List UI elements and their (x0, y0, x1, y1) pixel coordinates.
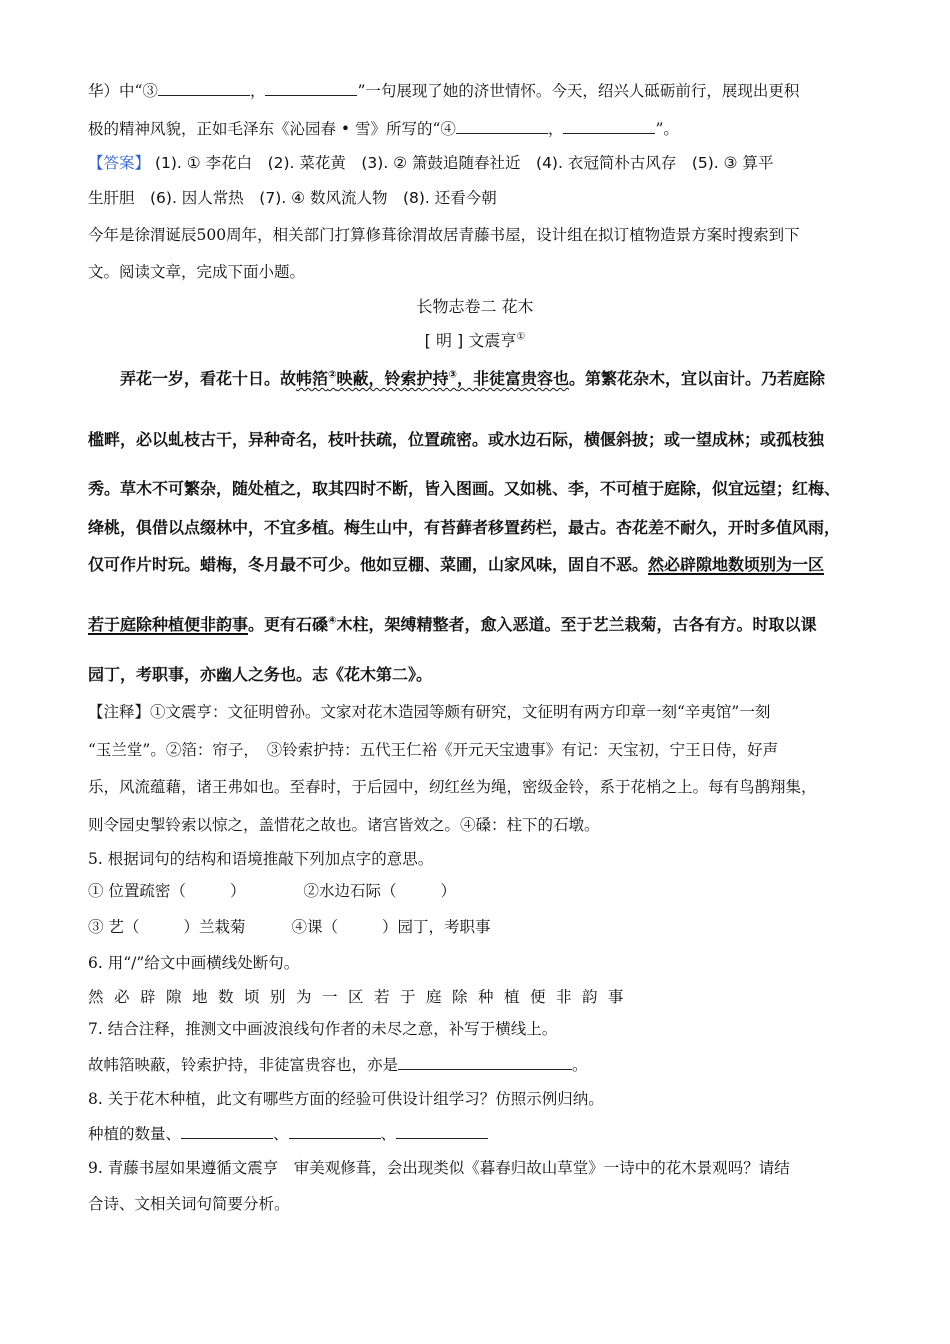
q5-item: ）兰栽菊 (183, 918, 246, 936)
answer-blank[interactable] (398, 1054, 572, 1070)
article-para-line-2: 槛畔，必以虬枝古干，异种奇名，枝叶扶疏，位置疏密。或水边石际，横偃斜披；或一望成林；或孤枝独 (88, 430, 825, 449)
intro-text: ”。 (655, 120, 679, 138)
question-5-row-1 (88, 880, 880, 902)
answer-label: 【答案】 (88, 154, 151, 172)
comma: ， (547, 120, 564, 138)
answer-text: 生肝胆 (6). 因人常热 (7). ④ 数风流人物 (8). 还看今朝 (88, 189, 497, 207)
note-marker: ① (516, 331, 526, 343)
q5-item: ）园丁，考职事 (381, 918, 491, 936)
article-para-line-1 (120, 368, 880, 390)
article-text: 仅可作片时玩。蜡梅，冬月最不可少。他如豆棚、菜圃，山家风味，固自不恶。 (88, 555, 649, 574)
question-8-text (88, 1123, 880, 1145)
answer-blank[interactable] (396, 1123, 488, 1139)
article-text: ，非徒富贵容也 (456, 369, 569, 388)
period: 。 (572, 1056, 588, 1074)
notes-line-4: 则令园史掣铃索以惊之，盖惜花之故也。诸宫皆效之。④磉：柱下的石墩。 (88, 816, 600, 834)
separator: 、 (380, 1125, 397, 1143)
question-7-text (88, 1054, 880, 1076)
fill-blank (158, 80, 250, 96)
question-5-stem: 5. 根据词句的结构和语境推敲下列加点字的意思。 (88, 850, 434, 868)
article-text: 弄花一岁，看花十日。故 (120, 369, 297, 388)
article-text: 。第繁花杂木，宜以亩计。乃若庭除 (569, 369, 826, 388)
fill-blank (563, 118, 655, 134)
note-marker: ② (328, 369, 337, 381)
separator: 、 (273, 1125, 289, 1143)
article-text: 帏箔 (296, 369, 329, 388)
article-para-line-7: 园丁，考职事，亦幽人之务也。志《花木第二》。 (88, 665, 433, 684)
question-6-text: 然必辟隙地数顷别为一区若于庭除种植便非韵事 (88, 988, 635, 1006)
q5-item: ④课（ (291, 918, 338, 936)
intro-text: ”一句展现了她的济世情怀。今天，绍兴人砥砺前行，展现出更积 (357, 82, 800, 100)
context-line-2: 文。阅读文章，完成下面小题。 (88, 263, 306, 281)
context-line-1: 今年是徐渭诞辰500周年，相关部门打算修葺徐渭故居青藤书屋，设计组在拟订植物造景方案时搜索到下 (88, 226, 800, 244)
underlined-sentence: 若于庭除种植便非韵事 (88, 615, 249, 634)
answer-line-1 (88, 152, 880, 174)
question-8-stem: 8. 关于花木种植，此文有哪些方面的经验可供设计组学习？仿照示例归纳。 (88, 1090, 604, 1108)
question-9-line-1: 9. 青藤书屋如果遵循文震亨 审美观修葺，会出现类似《暮春归故山草堂》一诗中的花木景观吗？请结 (88, 1159, 790, 1177)
q8-text: 种植的数量、 (88, 1125, 182, 1143)
notes-line-3: 乐，风流蕴藉，诸王弗如也。至春时，于后园中，纫红丝为绳，密级金铃，系于花梢之上。每有鸟鹊翔集， (88, 778, 817, 796)
intro-text: 极的精神风貌，正如毛泽东《沁园春 • 雪》所写的“④ (88, 120, 456, 138)
answer-text: (1). ① 李花白 (2). 菜花黄 (3). ② 箫鼓追随春社近 (4). 衣冠简朴古风存 (5). ③ 算平 (150, 154, 774, 172)
fill-blank (265, 80, 357, 96)
notes-line-2: “玉兰堂”。②箔：帘子， ③铃索护持：五代王仁裕《开元天宝遗事》有记：天宝初，宁王日侍，好声 (88, 741, 779, 759)
article-para-line-3: 秀。草木不可繁杂，随处植之，取其四时不断，皆入图画。又如桃、李，不可植于庭除，似宜远望；红梅、 (88, 479, 841, 498)
answer-line-2 (88, 187, 880, 209)
article-text: 映蔽，铃索护持 (336, 369, 449, 388)
article-para-line-6 (88, 614, 880, 636)
article-para-line-5 (88, 554, 880, 576)
q7-text: 故帏箔映蔽，铃索护持，非徒富贵容也，亦是 (88, 1056, 399, 1074)
intro-text: 华）中“③ (88, 82, 158, 100)
paren-close: ） (229, 882, 246, 900)
article-text: 木柱，架缚精整者，愈入恶道。至于艺兰栽菊，古各有方。时取以课 (336, 615, 817, 634)
article-text: 。更有石磉 (248, 615, 329, 634)
intro-line-1 (88, 80, 880, 102)
underlined-sentence: 然必辟隙地数顷别为一区 (648, 555, 825, 574)
question-7-stem: 7. 结合注释，推测文中画波浪线句作者的未尽之意，补写于横线上。 (88, 1020, 558, 1038)
question-5-row-2 (88, 916, 880, 938)
question-9-line-2: 合诗、文相关词句简要分析。 (88, 1195, 290, 1213)
note-marker: ④ (328, 615, 337, 627)
answer-blank[interactable] (181, 1123, 273, 1139)
notes-line-1: 【注释】①文震亨：文征明曾孙。文家对花木造园等颇有研究，文征明有两方印章一刻“辛夷馆”一刻 (88, 703, 771, 721)
q5-item: ③ 艺（ (88, 918, 140, 936)
paren-close: ） (440, 882, 456, 900)
question-6-stem: 6. 用“/”给文中画横线处断句。 (88, 954, 300, 972)
fill-blank (456, 118, 548, 134)
author-text: [ 明 ] 文震亨 (424, 331, 517, 350)
comma: ， (249, 82, 266, 100)
article-author (0, 330, 950, 352)
answer-blank[interactable] (289, 1123, 381, 1139)
q5-item: ① 位置疏密（ (88, 882, 186, 900)
intro-line-2 (88, 118, 880, 140)
article-title: 长物志卷二 花木 (416, 297, 534, 316)
note-marker: ③ (448, 369, 457, 381)
article-para-line-4: 绛桃，俱借以点缀林中，不宜多植。梅生山中，有苔藓者移置药栏，最古。杏花差不耐久，开时多值风雨， (88, 518, 841, 537)
q5-item: ②水边石际（ (303, 882, 397, 900)
